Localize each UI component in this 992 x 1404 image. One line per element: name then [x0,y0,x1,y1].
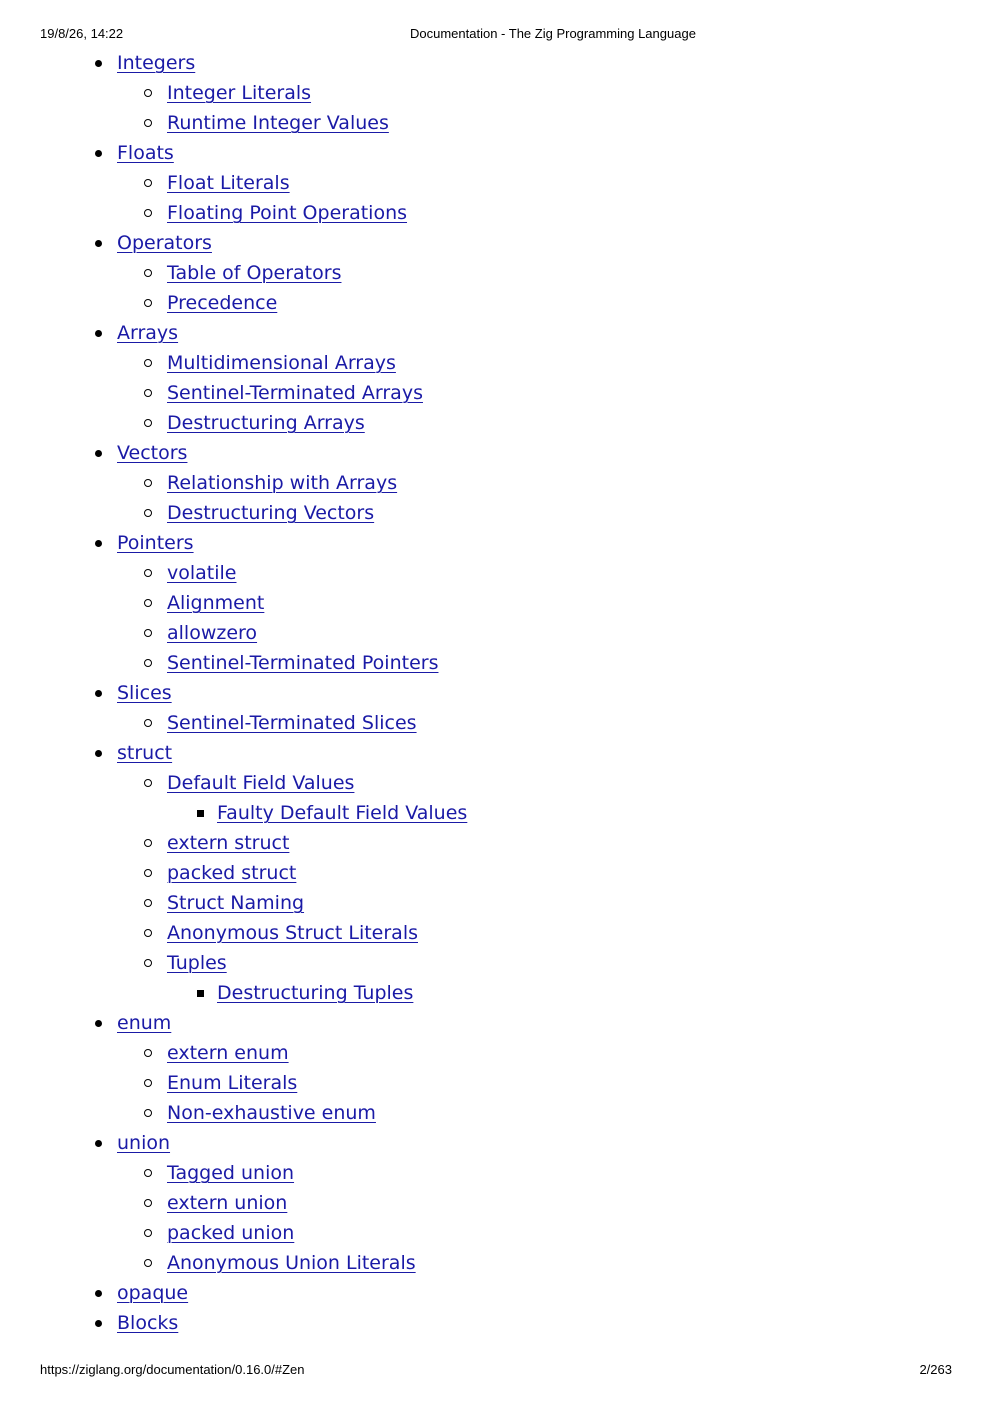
toc-item [0,498,900,528]
toc-link[interactable]: Runtime Integer Values [167,112,389,134]
toc-link[interactable]: union [117,1132,171,1154]
toc-link[interactable]: Alignment [167,592,265,614]
toc-item [0,198,900,228]
toc-item [0,1248,900,1278]
circle-bullet-icon [144,659,152,667]
toc-item [0,1278,900,1308]
toc-item [0,558,900,588]
toc-item [0,1128,900,1158]
circle-bullet-icon [144,1259,152,1267]
toc-link[interactable]: extern union [167,1192,288,1214]
toc-link[interactable]: enum [117,1012,172,1034]
circle-bullet-icon [144,569,152,577]
circle-bullet-icon [144,479,152,487]
disc-bullet-icon [95,750,102,757]
toc-link[interactable]: Non-exhaustive enum [167,1102,376,1124]
toc-link[interactable]: Operators [117,232,212,254]
toc-item [0,348,900,378]
toc-link[interactable]: Integers [117,52,196,74]
toc-link[interactable]: Anonymous Struct Literals [167,922,418,944]
square-bullet-icon [197,990,204,997]
toc-link[interactable]: Pointers [117,532,194,554]
toc-item [0,318,900,348]
toc-item [0,978,900,1008]
toc-item [0,408,900,438]
toc-link[interactable]: extern enum [167,1042,289,1064]
print-date: 19/8/26, 14:22 [40,26,124,41]
disc-bullet-icon [95,1320,102,1327]
toc-link[interactable]: Table of Operators [167,262,342,284]
disc-bullet-icon [95,330,102,337]
page-number: 2/263 [919,1362,952,1377]
toc-item [0,1098,900,1128]
toc-link[interactable]: packed union [167,1222,295,1244]
toc-link[interactable]: Multidimensional Arrays [167,352,396,374]
disc-bullet-icon [95,60,102,67]
toc-link[interactable]: Tuples [167,952,227,974]
toc-link[interactable]: Destructuring Vectors [167,502,375,524]
toc-link[interactable]: Faulty Default Field Values [217,802,468,824]
toc-link[interactable]: volatile [167,562,237,584]
toc-link[interactable]: Blocks [117,1312,179,1334]
toc-item [0,618,900,648]
toc-link[interactable]: allowzero [167,622,258,644]
toc-link[interactable]: opaque [117,1282,189,1304]
toc-item [0,468,900,498]
circle-bullet-icon [144,869,152,877]
circle-bullet-icon [144,299,152,307]
toc-item [0,378,900,408]
disc-bullet-icon [95,150,102,157]
toc-item [0,228,900,258]
toc-link[interactable]: packed struct [167,862,297,884]
toc-link[interactable]: Destructuring Arrays [167,412,365,434]
toc-item [0,1188,900,1218]
toc-item [0,648,900,678]
toc-link[interactable]: Anonymous Union Literals [167,1252,416,1274]
toc-item [0,108,900,138]
circle-bullet-icon [144,1229,152,1237]
circle-bullet-icon [144,779,152,787]
toc-item [0,288,900,318]
toc-item [0,798,900,828]
page-url: https://ziglang.org/documentation/0.16.0/#Zen [40,1362,305,1377]
toc-item [0,918,900,948]
toc-item [0,1008,900,1038]
toc-link[interactable]: Floats [117,142,174,164]
disc-bullet-icon [95,1020,102,1027]
circle-bullet-icon [144,209,152,217]
circle-bullet-icon [144,389,152,397]
disc-bullet-icon [95,1140,102,1147]
toc-link[interactable]: Destructuring Tuples [217,982,414,1004]
disc-bullet-icon [95,450,102,457]
toc-item [0,1158,900,1188]
toc-link[interactable]: Sentinel-Terminated Pointers [167,652,439,674]
circle-bullet-icon [144,119,152,127]
circle-bullet-icon [144,419,152,427]
toc-link[interactable]: Floating Point Operations [167,202,408,224]
toc-link[interactable]: extern struct [167,832,290,854]
toc-item [0,48,900,78]
toc-link[interactable]: Default Field Values [167,772,355,794]
square-bullet-icon [197,810,204,817]
table-of-contents [0,48,900,1338]
toc-item [0,948,900,978]
document-title: Documentation - The Zig Programming Language [410,26,696,41]
print-header [40,26,952,44]
toc-item [0,888,900,918]
toc-link[interactable]: Precedence [167,292,278,314]
toc-link[interactable]: Float Literals [167,172,290,194]
toc-item [0,1218,900,1248]
circle-bullet-icon [144,599,152,607]
disc-bullet-icon [95,1290,102,1297]
toc-item [0,828,900,858]
toc-item [0,1038,900,1068]
circle-bullet-icon [144,89,152,97]
toc-link[interactable]: Struct Naming [167,892,305,914]
toc-item [0,528,900,558]
toc-item [0,1068,900,1098]
print-footer [40,1362,952,1380]
toc-item [0,738,900,768]
toc-item [0,678,900,708]
toc-item [0,588,900,618]
toc-item [0,1308,900,1338]
toc-item [0,168,900,198]
circle-bullet-icon [144,929,152,937]
toc-item [0,708,900,738]
toc-item [0,258,900,288]
circle-bullet-icon [144,509,152,517]
toc-link[interactable]: Enum Literals [167,1072,298,1094]
circle-bullet-icon [144,1199,152,1207]
toc-link[interactable]: Arrays [117,322,179,344]
toc-link[interactable]: struct [117,742,173,764]
circle-bullet-icon [144,269,152,277]
toc-link[interactable]: Tagged union [167,1162,295,1184]
circle-bullet-icon [144,1079,152,1087]
toc-link[interactable]: Sentinel-Terminated Arrays [167,382,423,404]
circle-bullet-icon [144,179,152,187]
toc-item [0,78,900,108]
circle-bullet-icon [144,1169,152,1177]
circle-bullet-icon [144,959,152,967]
toc-link[interactable]: Vectors [117,442,188,464]
disc-bullet-icon [95,540,102,547]
toc-link[interactable]: Sentinel-Terminated Slices [167,712,417,734]
circle-bullet-icon [144,359,152,367]
disc-bullet-icon [95,690,102,697]
toc-item [0,858,900,888]
circle-bullet-icon [144,629,152,637]
circle-bullet-icon [144,1049,152,1057]
toc-link[interactable]: Slices [117,682,172,704]
disc-bullet-icon [95,240,102,247]
circle-bullet-icon [144,899,152,907]
circle-bullet-icon [144,1109,152,1117]
toc-item [0,138,900,168]
toc-link[interactable]: Integer Literals [167,82,312,104]
toc-item [0,768,900,798]
circle-bullet-icon [144,719,152,727]
circle-bullet-icon [144,839,152,847]
toc-link[interactable]: Relationship with Arrays [167,472,398,494]
toc-item [0,438,900,468]
